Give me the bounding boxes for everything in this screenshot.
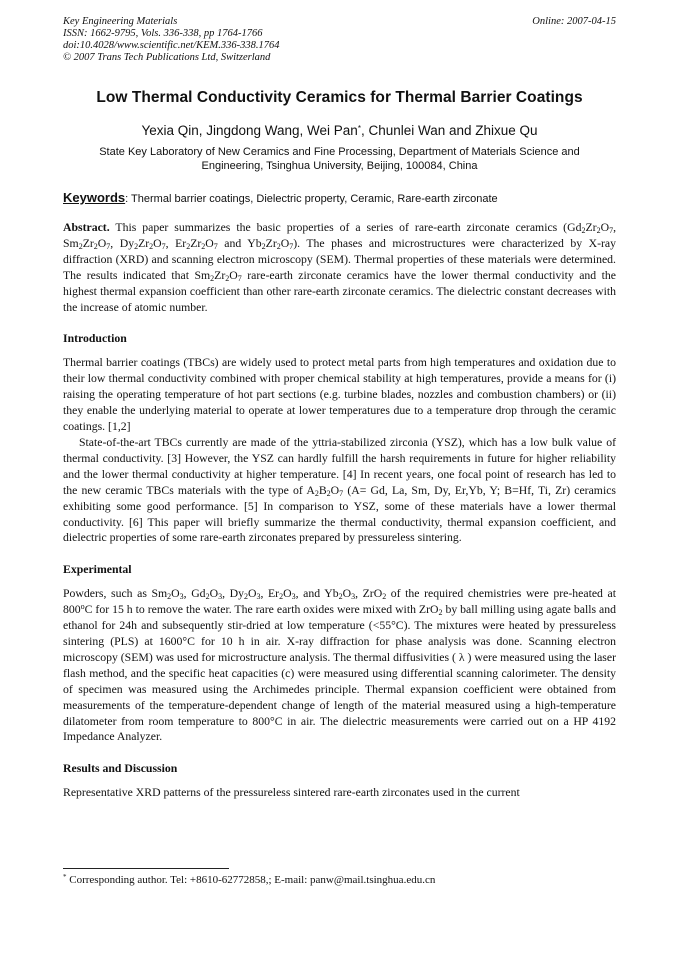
formula-part: , Dy <box>222 587 244 601</box>
formula-part: O <box>342 587 352 601</box>
subscript: 2 <box>167 592 172 602</box>
subscript: 2 <box>438 608 443 618</box>
formula-part: and Yb <box>217 236 262 250</box>
journal-name: Key Engineering Materials <box>63 16 178 27</box>
copyright-line: © 2007 Trans Tech Publications Ltd, Switzerland <box>63 52 271 63</box>
affiliation-line-1: State Key Laboratory of New Ceramics and Fine Processing, Department of Materials Science and <box>99 146 580 158</box>
formula-part: O <box>280 236 290 250</box>
formula-part: , and Yb <box>295 587 339 601</box>
intro-paragraph-2 <box>63 435 616 546</box>
intro-text: (A= Gd, La, Sm, Dy, Er,Yb, Y; B=Hf, Ti, Zr) ceramics exhibiting some good performance. [5] In comparison to YSZ, some of these materials have a lower thermal conductivity. [6] This paper will briefly summarize the thermal conductivity, thermal expansion coefficient, and dielectric properties of some rare-earth zirconates prepared by pressureless sintering. <box>63 483 617 545</box>
formula-part: Zr <box>82 236 94 250</box>
subscript: 3 <box>351 592 356 602</box>
experimental-text: of the required chemistries were pre-heated at 800 <box>63 587 616 617</box>
subscript: 3 <box>179 592 184 602</box>
experimental-paragraph <box>63 586 616 745</box>
subscript: 2 <box>78 241 83 251</box>
intro-text: State-of-the-art TBCs currently are made of the yttria-stabilized zirconia (YSZ), which has a low bulk value of thermal conductivity. [3] However, the YSZ can hardly fulfill the harsh requirements in future for higher reliability and the lower thermal conductivity at higher temperature. [4] In recent years, one focal point of research has led to the new ceramic TBCs materials with the type of A <box>63 435 616 497</box>
abstract-text: This paper summarizes the basic properties of a series of rare-earth zirconate ceramics (Gd <box>109 221 582 234</box>
formula-part: , Gd <box>183 587 206 601</box>
keywords-text: : Thermal barrier coatings, Dielectric property, Ceramic, Rare-earth zirconate <box>125 193 498 205</box>
formula-part: O <box>247 587 257 601</box>
journal-header <box>63 16 616 64</box>
subscript: 7 <box>289 241 294 251</box>
formula-part: O <box>229 268 238 282</box>
subscript: 2 <box>205 592 210 602</box>
formula-part: , Dy <box>110 236 135 250</box>
subscript: 7 <box>339 488 344 498</box>
formula-part: O <box>205 236 214 250</box>
subscript: 2 <box>338 592 343 602</box>
subscript: 2 <box>326 488 331 498</box>
formula-part: Zr <box>585 221 597 234</box>
footnote-text: Corresponding author. Tel: +8610-62772858,; E-mail: panw@mail.tsinghua.edu.cn <box>66 874 436 886</box>
section-heading-experimental: Experimental <box>63 563 132 577</box>
section-heading-results: Results and Discussion <box>63 762 178 776</box>
footnote <box>63 874 435 886</box>
subscript: 2 <box>149 241 154 251</box>
formula-part: O <box>209 587 219 601</box>
corresponding-mark: * <box>357 124 361 133</box>
subscript: 2 <box>134 241 139 251</box>
subscript: 3 <box>256 592 261 602</box>
subscript: 3 <box>291 592 296 602</box>
abstract-label: Abstract. <box>63 221 110 234</box>
doi-line: doi:10.4028/www.scientific.net/KEM.336-338.1764 <box>63 40 280 51</box>
section-heading-introduction: Introduction <box>63 332 127 346</box>
intro-paragraph-1: Thermal barrier coatings (TBCs) are widely used to protect metal parts from high temperatures and oxidation due to their low thermal conductivity combined with proper chemical stability at high temperatures, provide a means for (i) raising the operating temperature of hot part sections (e.g. turbine blades, nozzles and combustion chambers) or (ii) they enable the underlying material to operate at lower temperatures due to a temperature drop through the ceramic coatings. [1,2] <box>63 356 616 434</box>
subscript: 2 <box>382 592 387 602</box>
formula-part: O <box>97 236 107 250</box>
subscript: 2 <box>243 592 248 602</box>
footnote-divider <box>63 868 229 869</box>
subscript: 2 <box>210 273 215 283</box>
authors-part-2: , Chunlei Wan and Zhixue Qu <box>360 123 538 138</box>
subscript: 7 <box>237 273 242 283</box>
subscript: 2 <box>314 488 319 498</box>
affiliation <box>63 145 616 173</box>
formula-part: Zr <box>214 268 226 282</box>
formula-part: Zr <box>190 236 202 250</box>
formula-part: O <box>283 587 292 601</box>
experimental-text: by ball milling using agate balls and ethanol for 24h and subsequently stir-dried at low temperature (<55°C). The mixtures were heated by pressureless sintering (PLS) at 1600°C for 10 h in air. X-ray diffraction for phase analysis was done. Scanning electron microscopy (SEM) was used for microstructure analysis. The thermal diffusivities ( λ ) were measured using the laser flash method, and the specific heat capacities (c) were measured using differential scanning calorimeter. The density of specimen was measured using the Archimedes principle. Thermal expansion coefficient were obtained from measurements of the temperature-dependent change of length of the material measured using a high-temperature dilatometer from room temperature to 800°C in air. The dielectric measurements were carried out on a HP 4192 Impedance Analyzer. <box>63 603 616 744</box>
subscript: 2 <box>279 592 284 602</box>
formula-part: O <box>330 483 340 497</box>
formula-part: O <box>171 587 180 601</box>
subscript: 7 <box>609 226 614 235</box>
subscript: 7 <box>161 241 166 251</box>
paper-page <box>63 16 616 801</box>
experimental-text: C for 15 h to remove the water. The rare earth oxides were mixed with ZrO <box>84 603 439 617</box>
subscript: 2 <box>93 241 98 251</box>
abstract-paragraph <box>63 220 616 315</box>
subscript: 7 <box>213 241 218 251</box>
author-list <box>63 123 616 138</box>
results-paragraph: Representative XRD patterns of the pressureless sintered rare-earth zirconates used in the current <box>63 786 520 800</box>
subscript: 2 <box>596 226 601 235</box>
formula-part: , Er <box>260 587 280 601</box>
subscript: 2 <box>276 241 281 251</box>
keywords <box>63 190 616 205</box>
formula-part: , Sm <box>63 221 616 250</box>
affiliation-line-2: Engineering, Tsinghua University, Beijing, 100084, China <box>201 160 478 172</box>
formula-part: B <box>318 483 327 497</box>
abstract-text: ). The phases and microstructures were characterized by X-ray diffraction (XRD) and scanning electron microscopy (SEM). Thermal properties of these materials were determined. The results indicated that Sm <box>63 236 616 282</box>
subscript: 2 <box>201 241 206 251</box>
experimental-text: Powders, such as Sm <box>63 587 168 601</box>
keywords-label: Keywords <box>63 190 126 205</box>
formula-part: O <box>153 236 162 250</box>
formula-part: Zr <box>265 236 277 250</box>
paper-title: Low Thermal Conductivity Ceramics for Thermal Barrier Coatings <box>96 89 583 106</box>
subscript: 2 <box>261 241 266 251</box>
subscript: 2 <box>225 273 230 283</box>
formula-part: O <box>600 221 610 234</box>
footnote-mark: * <box>63 873 67 881</box>
formula-part: , ZrO <box>355 587 383 601</box>
abstract-text: rare-earth zirconate ceramics have the lower thermal conductivity and the highest thermal expansion coefficient than other rare-earth zirconate ceramics. The dielectric constant decreases with the increase of atomic number. <box>63 268 616 314</box>
online-date: Online: 2007-04-15 <box>532 16 616 27</box>
subscript: 7 <box>106 241 111 251</box>
authors-part-1: Yexia Qin, Jingdong Wang, Wei Pan <box>141 123 358 138</box>
formula-part: , Er <box>165 236 187 250</box>
issn-line: ISSN: 1662-9795, Vols. 336-338, pp 1764-1766 <box>63 28 263 39</box>
formula-part: Zr <box>138 236 150 250</box>
subscript: 2 <box>186 241 191 251</box>
subscript: 3 <box>218 592 223 602</box>
subscript: 2 <box>581 226 586 235</box>
degree-superscript: o <box>80 602 85 612</box>
